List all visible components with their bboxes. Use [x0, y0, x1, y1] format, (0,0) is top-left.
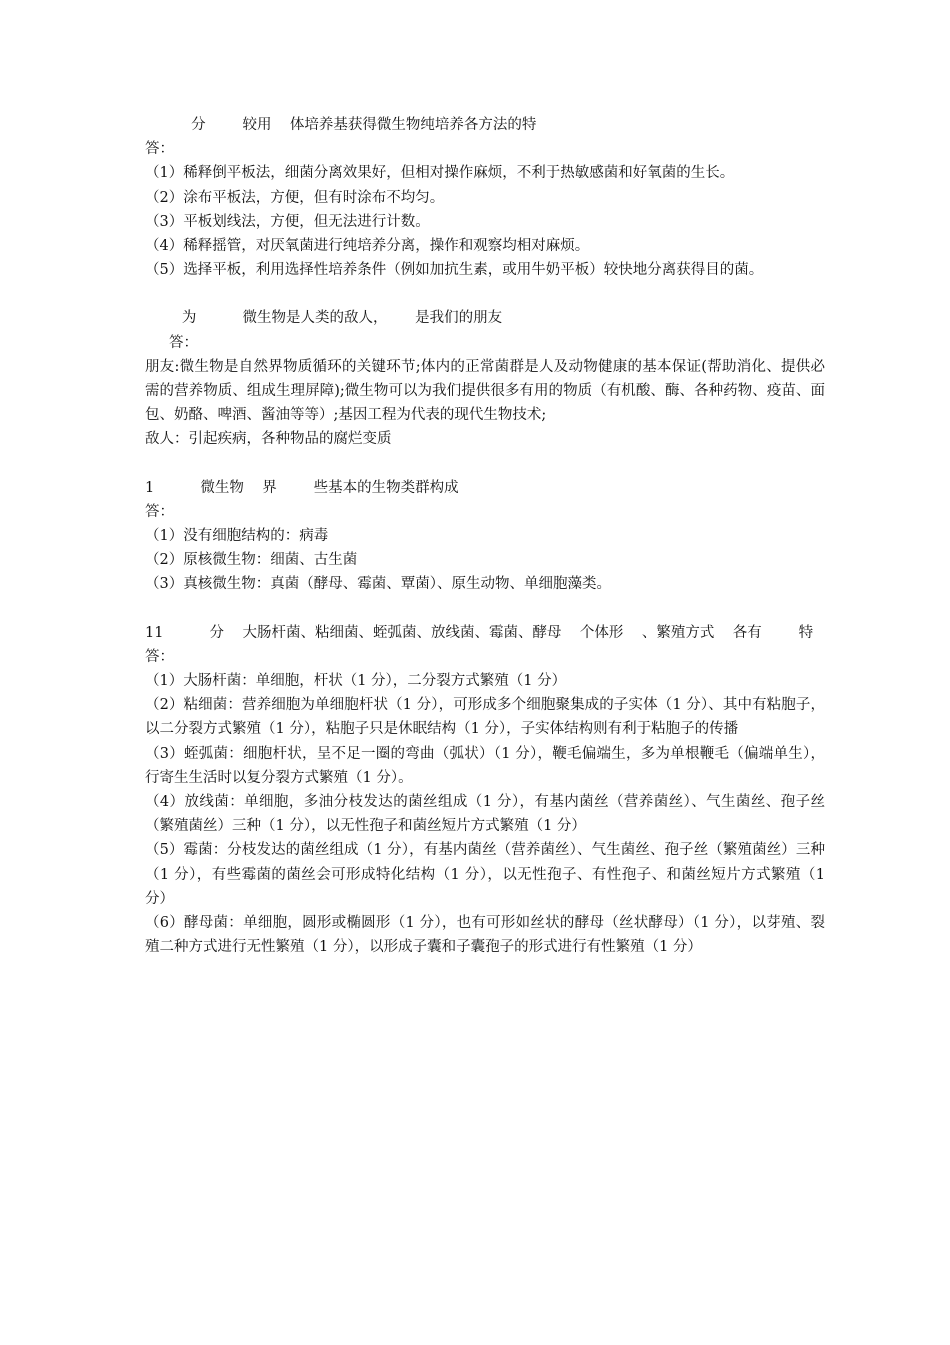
q1-item-1: （1）稀释倒平板法，细菌分离效果好，但相对操作麻烦，不利于热敏感菌和好氧菌的生长。	[145, 165, 735, 182]
answer-label-4: 答：	[145, 648, 174, 665]
q3-item-3: （3）真核微生物：真菌（酵母、霉菌、覃菌）、原生动物、单细胞藻类。	[145, 576, 611, 593]
answer-label-1: 答：	[145, 141, 174, 158]
q1-item-2: （2）涂布平板法，方便，但有时涂布不均匀。	[145, 189, 445, 206]
question-1: 分 较用 体培养基获得微生物纯培养各方法的特	[145, 117, 537, 133]
question-3: 1 微生物 界 些基本的生物类群构成	[145, 479, 459, 496]
q3-item-1: （1）没有细胞结构的：病毒	[145, 528, 329, 545]
document-page	[145, 113, 825, 960]
q4-item-2: （2）粘细菌：营养细胞为单细胞杆状（1 分），可形成多个细胞聚集成的子实体（1 分）、其中有粘胞子，以二分裂方式繁殖（1 分），粘胞子只是休眠结构（1 分），子实体结构则有利于粘胞子的传播	[145, 697, 825, 738]
q4-item-4: （4）放线菌：单细胞，多油分枝发达的菌丝组成（1 分），有基内菌丝（营养菌丝）、气生菌丝、孢子丝（繁殖菌丝）三种（1 分），以无性孢子和菌丝短片方式繁殖（1 分）	[145, 794, 825, 835]
answer-label-2: 答：	[169, 334, 198, 351]
question-2: 为 微生物是人类的敌人， 是我们的朋友	[145, 310, 503, 327]
q1-item-4: （4）稀释摇管，对厌氧菌进行纯培养分离，操作和观察均相对麻烦。	[145, 238, 590, 255]
q1-item-5: （5）选择平板，利用选择性培养条件（例如加抗生素，或用牛奶平板）较快地分离获得目的菌。	[145, 262, 764, 279]
q4-item-3: （3）蛭弧菌：细胞杆状，呈不足一圈的弯曲（弧状）（1 分），鞭毛偏端生，多为单根鞭毛（偏端单生），行寄生生活时以复分裂方式繁殖（1 分）。	[145, 745, 825, 786]
q4-item-1: （1）大肠杆菌：单细胞，杆状（1 分），二分裂方式繁殖（1 分）	[145, 673, 567, 690]
q4-item-5: （5）霉菌：分枝发达的菌丝组成（1 分），有基内菌丝（营养菌丝）、气生菌丝、孢子丝（繁殖菌丝）三种（1 分），有些霉菌的菌丝会可形成特化结构（1 分），以无性孢子、有性孢子、和菌丝短片方式繁殖（1 分）	[145, 842, 825, 907]
answer-label-3: 答：	[145, 503, 174, 520]
q2-enemy-paragraph: 敌人：引起疾病，各种物品的腐烂变质	[145, 431, 392, 448]
q2-friend-paragraph: 朋友:微生物是自然界物质循环的关键环节;体内的正常菌群是人及动物健康的基本保证(帮助消化、提供必需的营养物质、组成生理屏障);微生物可以为我们提供很多有用的物质（有机酸、酶、各种药物、疫苗、面包、奶酪、啤酒、酱油等等）;基因工程为代表的现代生物技术;	[145, 358, 825, 424]
question-4: 11 分 大肠杆菌、粘细菌、蛭弧菌、放线菌、霉菌、酵母 个体形 、繁殖方式 各有 特	[145, 624, 814, 641]
q1-item-3: （3）平板划线法，方便，但无法进行计数。	[145, 213, 430, 230]
q3-item-2: （2）原核微生物：细菌、古生菌	[145, 552, 358, 569]
q4-item-6: （6）酵母菌：单细胞，圆形或椭圆形（1 分），也有可形如丝状的酵母（丝状酵母）（1 分），以芽殖、裂殖二种方式进行无性繁殖（1 分），以形成子囊和子囊孢子的形式进行有性繁殖（1 分）	[145, 915, 825, 956]
